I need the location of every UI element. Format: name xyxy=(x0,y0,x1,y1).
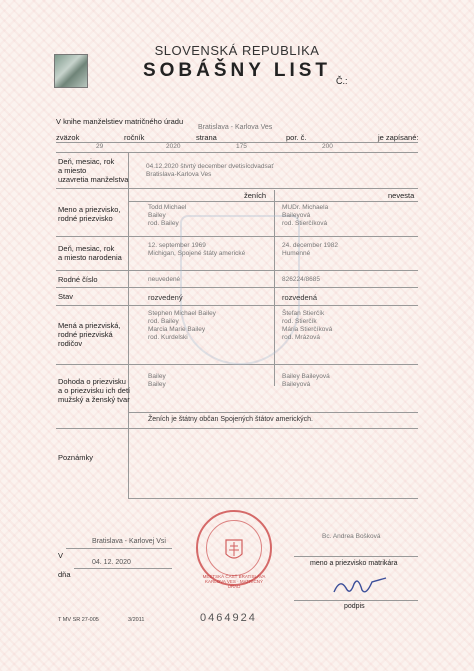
citizenship-note: Ženích je štátny občan Spojených štátov amerických. xyxy=(148,416,313,423)
registry-office: Bratislava - Karlova Ves xyxy=(198,124,273,131)
year-label: ročník xyxy=(124,133,145,142)
country-title: SLOVENSKÁ REPUBLIKA xyxy=(154,43,320,58)
column-divider xyxy=(128,152,129,498)
issue-date: 04. 12. 2020 xyxy=(92,559,131,566)
registry-label: V knihe manželstiev matričného úradu xyxy=(56,117,184,126)
signature-line xyxy=(294,600,418,601)
registrar-name: Bc. Andrea Bošková xyxy=(322,533,381,540)
page-label: strana xyxy=(196,133,217,142)
row-line xyxy=(128,498,418,499)
year-value: 2020 xyxy=(166,143,181,150)
issue-place: Bratislava - Karlovej Vsi xyxy=(92,538,166,545)
row-line xyxy=(128,201,418,202)
bride-header: nevesta xyxy=(388,191,415,200)
recorded-label: je zapísané: xyxy=(378,133,419,142)
form-code: T MV SR 27-005 xyxy=(58,617,99,623)
groom-id: neuvedené xyxy=(148,276,181,283)
groom-status: rozvedený xyxy=(148,293,183,302)
serial-number: 0464924 xyxy=(200,612,257,624)
bride-birth: 24. december 1982 Humenné xyxy=(282,242,339,257)
entry-value: 200 xyxy=(322,143,333,150)
surname-agreement-label: Dohoda o priezvisku a o priezvisku ich detí mužský a ženský tvar xyxy=(58,377,131,404)
registrar-line xyxy=(294,556,418,557)
registrar-signature xyxy=(330,574,390,600)
volume-value: 29 xyxy=(96,143,104,150)
row-line xyxy=(56,428,418,429)
signature-label: podpis xyxy=(344,603,365,610)
birth-label: Deň, mesiac, rok a miesto narodenia xyxy=(58,244,122,262)
row-line xyxy=(56,188,418,189)
id-label: Rodné číslo xyxy=(58,275,98,284)
parents-label: Mená a priezviská, rodné priezviská rodičov xyxy=(58,321,121,348)
marriage-date-place-label: Deň, mesiac, rok a miesto uzavretia manželstva xyxy=(58,157,129,184)
place-line xyxy=(66,548,172,549)
bride-name: MUDr. Michaela Baileyová rod. Stierčíková xyxy=(282,204,329,227)
groom-name: Todd Michael Bailey rod. Bailey xyxy=(148,204,187,227)
date-prefix: dňa xyxy=(58,570,71,579)
row-line xyxy=(128,412,418,413)
form-date: 3/2011 xyxy=(128,617,145,623)
marriage-date-place-value: 04.12.2020 štvrtý december dvetisícdvadsať Bratislava-Karlova Ves xyxy=(146,163,274,178)
date-line xyxy=(74,568,172,569)
bride-parents: Štefan Stierčík rod. Stierčík Mária Stierčíková rod. Mrázová xyxy=(282,310,333,341)
groom-header: ženích xyxy=(244,191,267,200)
registrar-label: meno a priezvisko matrikára xyxy=(310,560,398,567)
row-line xyxy=(56,152,418,153)
bride-status: rozvedená xyxy=(282,293,318,302)
certificate-number-label: Č.: xyxy=(336,76,348,86)
groom-birth: 12. september 1969 Michigan, Spojené štáty americké xyxy=(148,242,246,257)
groom-parents: Stephen Michael Bailey rod. Bailey Marcia Marie Bailey rod. Kurdelski xyxy=(148,310,216,341)
bride-id: 826224/8685 xyxy=(282,276,320,283)
volume-label: zväzok xyxy=(56,133,80,142)
place-prefix: V xyxy=(58,551,64,560)
name-label: Meno a priezvisko, rodné priezvisko xyxy=(58,205,121,223)
status-label: Stav xyxy=(58,292,74,301)
entry-label: por. č. xyxy=(286,133,307,142)
coat-of-arms-watermark xyxy=(180,215,300,365)
notes-label: Poznámky xyxy=(58,453,94,462)
groom-surname: Bailey Bailey xyxy=(148,373,166,388)
document-title: SOBÁŠNY LIST xyxy=(142,60,332,81)
bride-surname: Bailey Baileyová Baileyová xyxy=(282,373,330,388)
page-value: 175 xyxy=(236,143,247,150)
stamp-text: MESTSKÁ ČASŤ BRATISLAVA KARLOVA VES · MATRIČNÝ ÚRAD xyxy=(202,574,266,589)
